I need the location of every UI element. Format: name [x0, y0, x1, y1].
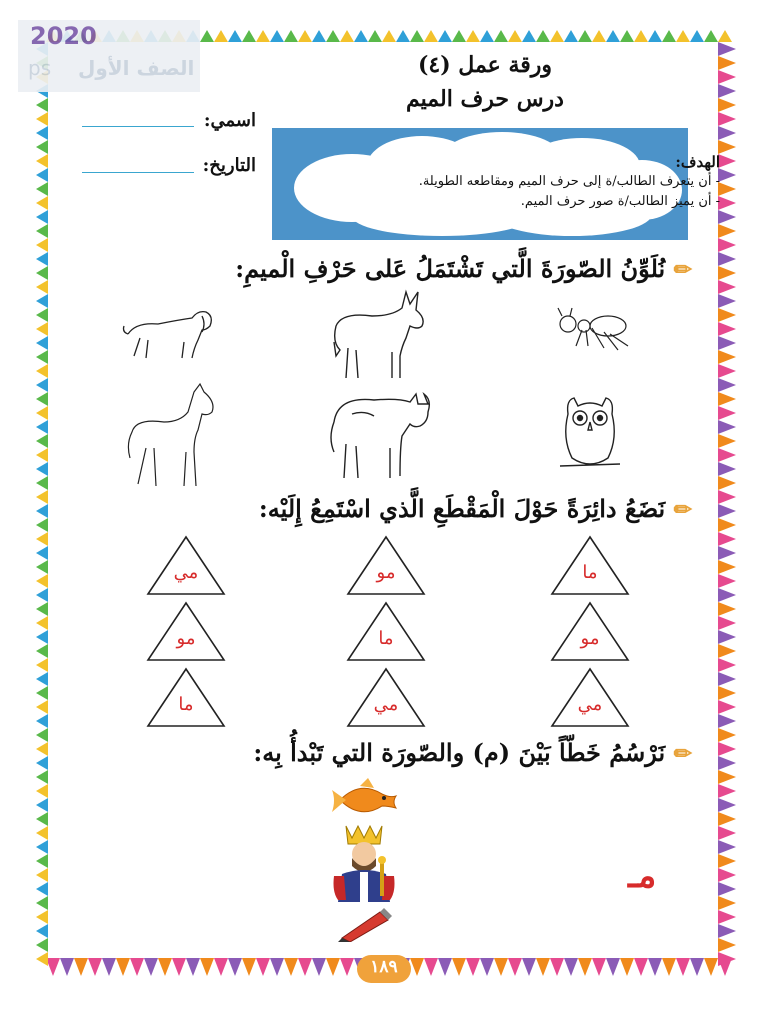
syllable-cell[interactable]: مي [577, 694, 603, 715]
name-label: اسمي: [203, 110, 256, 131]
syllable-cell[interactable]: مي [173, 562, 199, 583]
watermark-year: 2020 [30, 22, 97, 50]
goal-title: الهدف: [675, 153, 720, 171]
syllable-cell[interactable]: مو [176, 628, 196, 649]
pencil-icon: ✏ [673, 257, 692, 283]
syllable-cell[interactable]: ما [378, 628, 394, 649]
syllable-cell[interactable]: مي [373, 694, 399, 715]
letter-meem[interactable]: مـ [628, 856, 657, 896]
pencil-icon: ✏ [673, 497, 692, 523]
fish-icon[interactable] [330, 776, 402, 822]
page-number: ١٨٩ [370, 957, 398, 977]
watermark-grade: الصف الأول [78, 56, 195, 80]
syllable-cell[interactable]: مو [376, 562, 396, 583]
goal-line-2: - أن يميز الطالب/ة صور حرف الميم. [520, 194, 720, 209]
red-pencil-icon [336, 906, 392, 942]
question-2-text: نَضَعُ دائِرَةً حَوْلَ الْمَقْطَعِ الَّذي اسْتَمِعُ إِلَيْه: [258, 494, 666, 523]
syllable-cell[interactable]: ما [582, 562, 598, 583]
pencil-icon: ✏ [673, 741, 692, 767]
date-label: التاريخ: [202, 155, 256, 176]
goal-line-1: - أن يتعرف الطالب/ة إلى حرف الميم ومقاطعه الطويلة. [418, 174, 720, 189]
king-icon[interactable] [324, 822, 404, 902]
question-3 [253, 738, 692, 767]
question-3-text: نَرْسُمُ خَطّاً بَيْنَ (م) والصّورَة التي تَبْدأُ بِه: [253, 738, 666, 767]
lesson-title: درس حرف الميم [406, 86, 564, 112]
worksheet-title: ورقة عمل (٤) [417, 52, 553, 78]
syllable-cell[interactable]: ما [178, 694, 194, 715]
watermark-ps: ps [28, 56, 52, 80]
question-1-text: نُلَوِّنُ الصّورَةَ الَّتي تَشْتَمَلُ عَلى حَرْفِ الْميمِ: [235, 254, 666, 283]
syllable-cell[interactable]: مو [580, 628, 600, 649]
